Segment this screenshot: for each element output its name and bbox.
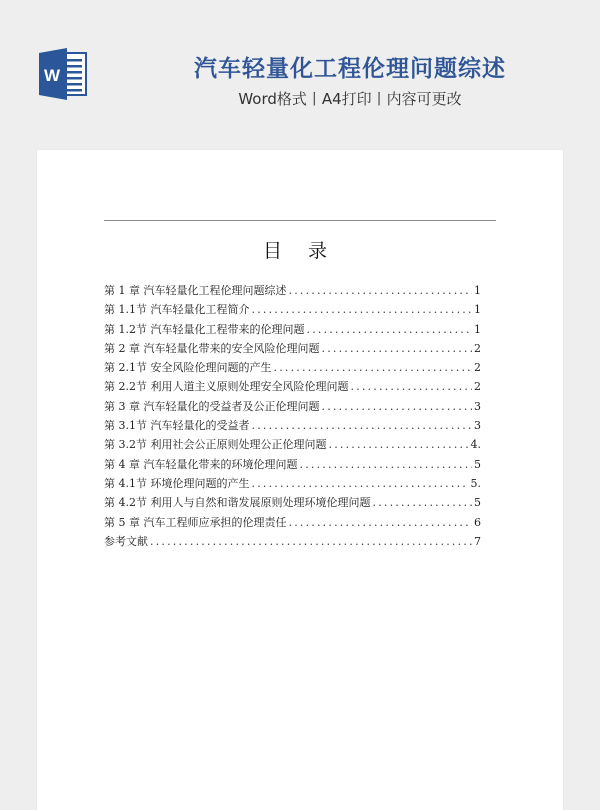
toc-entry-label: 第 2 章 汽车轻量化带来的安全风险伦理问题 — [104, 341, 320, 355]
toc-entry[interactable] — [104, 532, 481, 551]
toc-entry[interactable] — [104, 435, 481, 454]
toc-entry[interactable] — [104, 281, 481, 300]
toc-entry-label: 第 2.2节 利用人道主义原则处理安全风险伦理问题 — [104, 380, 349, 394]
document-title: 汽车轻量化工程伦理问题综述 — [194, 56, 506, 82]
document-page — [37, 150, 563, 810]
toc-leader-dots — [150, 532, 472, 551]
toc-leader-dots — [329, 435, 469, 454]
toc-entry-label: 第 1.2节 汽车轻量化工程带来的伦理问题 — [104, 322, 305, 336]
toc-entry-page: 1 — [474, 303, 481, 317]
toc-leader-dots — [289, 281, 473, 300]
toc-entry[interactable] — [104, 377, 481, 396]
toc-leader-dots — [322, 397, 473, 416]
toc-leader-dots — [322, 339, 473, 358]
toc-entry-label: 参考文献 — [104, 534, 148, 548]
toc-entry-page: 3 — [474, 399, 481, 413]
toc-leader-dots — [289, 513, 473, 532]
toc-entry-label: 第 4.1节 环境伦理问题的产生 — [104, 476, 250, 490]
toc-entry-page: 4. — [470, 438, 481, 452]
toc-entry[interactable] — [104, 339, 481, 358]
toc-leader-dots — [252, 416, 473, 435]
word-document-icon — [37, 47, 89, 101]
toc-entry-page: 5 — [474, 457, 481, 471]
toc-entry-label: 第 4.2节 利用人与自然和谐发展原则处理环境伦理问题 — [104, 496, 371, 510]
toc-entry-label: 第 1.1节 汽车轻量化工程简介 — [104, 303, 250, 317]
toc-entry[interactable] — [104, 320, 481, 339]
toc-entry-page: 3 — [474, 419, 481, 433]
toc-leader-dots — [307, 320, 473, 339]
toc-leader-dots — [300, 455, 473, 474]
toc-leader-dots — [274, 358, 473, 377]
toc-entry-page: 5. — [470, 476, 481, 490]
toc-entry-label: 第 4 章 汽车轻量化带来的环境伦理问题 — [104, 457, 298, 471]
toc-entry-label: 第 2.1节 安全风险伦理问题的产生 — [104, 361, 272, 375]
header — [0, 0, 600, 150]
toc-entry[interactable] — [104, 493, 481, 512]
toc-leader-dots — [252, 474, 469, 493]
toc-title: 目 录 — [262, 240, 338, 262]
toc-entry-page: 2 — [474, 380, 481, 394]
toc-entry[interactable] — [104, 397, 481, 416]
toc-leader-dots — [373, 493, 473, 512]
toc-entry-page: 5 — [474, 496, 481, 510]
toc-leader-dots — [351, 377, 473, 396]
toc-entry[interactable] — [104, 455, 481, 474]
toc-leader-dots — [252, 300, 473, 319]
toc-entry-label: 第 3.2节 利用社会公正原则处理公正伦理问题 — [104, 438, 327, 452]
toc-entry-label: 第 3.1节 汽车轻量化的受益者 — [104, 419, 250, 433]
toc-entry-label: 第 1 章 汽车轻量化工程伦理问题综述 — [104, 284, 287, 297]
toc-entry[interactable] — [104, 513, 481, 532]
toc-entry[interactable] — [104, 416, 481, 435]
table-of-contents — [104, 281, 481, 551]
toc-entry[interactable] — [104, 358, 481, 377]
header-rule — [104, 220, 496, 221]
toc-entry-page: 6 — [474, 515, 481, 529]
toc-entry-page: 7 — [474, 534, 481, 548]
toc-entry[interactable] — [104, 300, 481, 319]
toc-entry-page: 1 — [474, 284, 481, 297]
toc-entry-label: 第 3 章 汽车轻量化的受益者及公正伦理问题 — [104, 399, 320, 413]
toc-entry-page: 2 — [474, 341, 481, 355]
svg-text:W: W — [43, 66, 61, 85]
document-subtitle: Word格式丨A4打印丨内容可更改 — [238, 90, 462, 108]
toc-entry-page: 2 — [474, 361, 481, 375]
toc-entry-label: 第 5 章 汽车工程师应承担的伦理责任 — [104, 515, 287, 529]
toc-entry-page: 1 — [474, 322, 481, 336]
toc-entry[interactable] — [104, 474, 481, 493]
